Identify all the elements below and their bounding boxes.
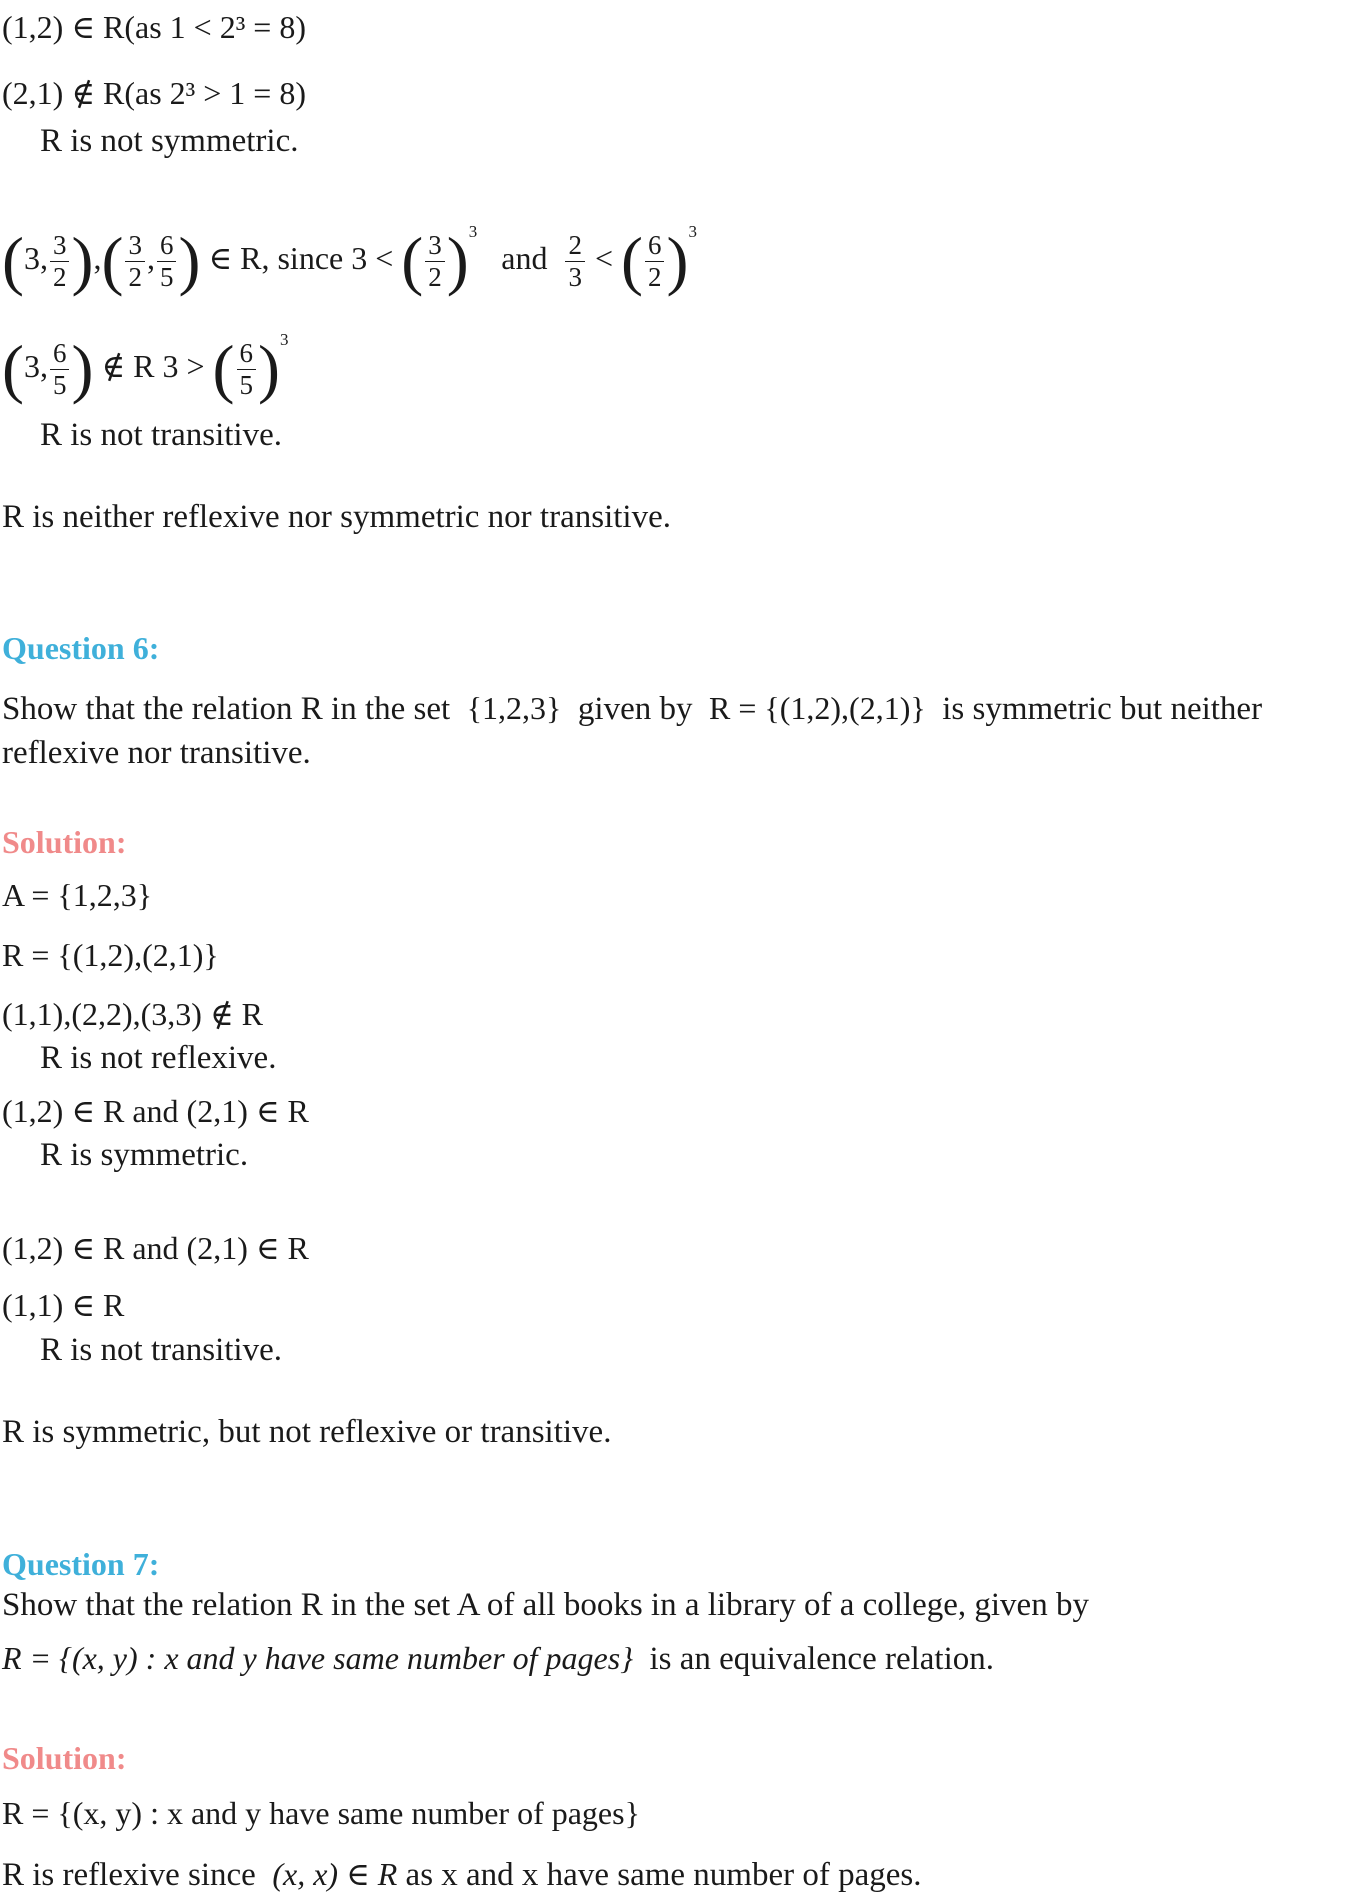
- reflexive-check: (1,1),(2,2),(3,3) ∉ R: [2, 996, 263, 1032]
- relation-definition: R = {(x, y) : x and y have same number of pages}: [2, 1795, 640, 1831]
- reflexive-statement: R is reflexive since (x, x) ∈ R as x and x have same number of pages.: [2, 1856, 922, 1893]
- solution-7-heading: Solution:: [2, 1740, 127, 1776]
- not-reflexive-text: R is not reflexive.: [40, 1040, 277, 1076]
- question-7-text-cont: R = {(x, y) : x and y have same number of pages} is an equivalence relation.: [2, 1640, 995, 1677]
- symmetric-check: (1,2) ∈ R and (2,1) ∈ R: [2, 1093, 309, 1129]
- relation-r: R = {(1,2),(2,1)}: [2, 937, 219, 973]
- question-6-text: Show that the relation R in the set {1,2,3} given by R = {(1,2),(2,1)} is symmetric but neither: [2, 690, 1263, 727]
- fraction-line-1: (3, $\frac{3}{2}$ ),( $\frac{3}{2}$ , $\frac{6}{5}$ ) ∈ R, since 3 < ( $\frac{3}{2}$ )$^3$ and $\frac{2}{3}$ < ( $\frac{6}{2}$ )$^3$: [2, 222, 697, 298]
- fraction: $\frac{3}{2}$: [50, 230, 70, 293]
- not-transitive-text: R is not transitive.: [40, 417, 282, 453]
- conclusion-text: R is neither reflexive nor symmetric nor transitive.: [2, 499, 671, 535]
- conclusion-6: R is symmetric, but not reflexive or transitive.: [2, 1414, 612, 1450]
- question-7-heading: Question 7:: [2, 1546, 160, 1582]
- question-7-text: Show that the relation R in the set A of all books in a library of a college, given by: [2, 1587, 1089, 1623]
- relation-line-1: (1,2) ∈ R(as 1 < 2³ = 8): [2, 9, 306, 45]
- question-6-heading: Question 6:: [2, 630, 160, 666]
- not-transitive-text-2: R is not transitive.: [40, 1332, 282, 1368]
- question-6-text-cont: reflexive nor transitive.: [2, 735, 311, 771]
- set-a: A = {1,2,3}: [2, 877, 153, 913]
- transitive-check-1: (1,2) ∈ R and (2,1) ∈ R: [2, 1230, 309, 1266]
- transitive-check-2: (1,1) ∈ R: [2, 1287, 125, 1323]
- symmetric-text: R is symmetric.: [40, 1137, 249, 1173]
- not-symmetric-text: R is not symmetric.: [40, 123, 299, 159]
- solution-6-heading: Solution:: [2, 824, 127, 860]
- fraction-line-2: (3, $\frac{6}{5}$ ) ∉ R 3 > ( $\frac{6}{5}$ )$^3$: [2, 330, 289, 406]
- relation-line-2: (2,1) ∉ R(as 2³ > 1 = 8): [2, 75, 306, 111]
